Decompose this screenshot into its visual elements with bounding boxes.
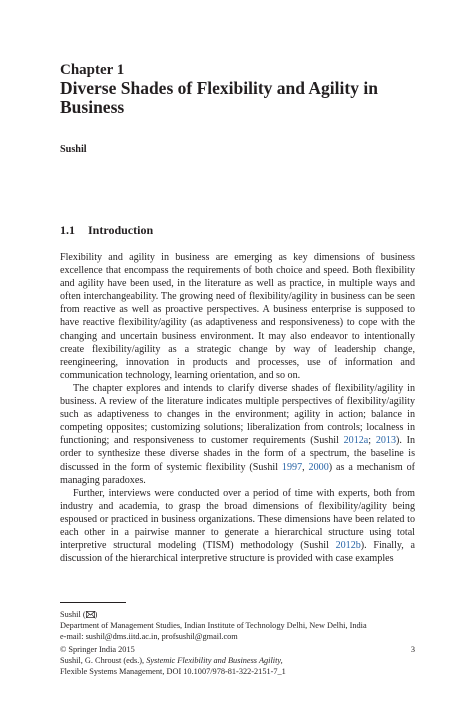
- section-heading: [60, 223, 153, 238]
- paragraph-text: Further, interviews were conducted over a period of time with experts, both from industry and academia, to grasp the broad dimensions of flexibility/agility being espoused or practiced in business organizations. These dimensions have been related to each other in a pairwise manner to generate a hierarchical structure using total interpretive structural modeling (TISM) methodology (Sushil: [60, 487, 415, 552]
- paragraph-text: The chapter explores and intends to clarify diverse shades of flexibility/agility in business. A review of the literature indicates multiple perspectives of flexibility/agility such as adaptiveness to changes in the environment; agility in action; balance in competing opposites; customizing solutions; liberalization from controls; localness in functioning; and responsiveness to customer requirements (Sushil: [60, 382, 415, 447]
- body-text: [60, 251, 415, 565]
- section-title: Introduction: [88, 223, 154, 237]
- citation-link[interactable]: 2012b: [335, 540, 361, 552]
- paragraph-text: ) as a mechanism of managing paradoxes.: [60, 461, 415, 486]
- section-number: 1.1: [60, 223, 75, 237]
- citation-link[interactable]: 2013: [375, 435, 396, 447]
- editors-line: Sushil, G. Chroust (eds.), Systemic Flexibility and Business Agility,: [60, 656, 283, 665]
- footnote-rule: [60, 602, 126, 603]
- footnote-email[interactable]: e-mail: sushil@dms.iitd.ac.in, profsushil@gmail.com: [60, 632, 238, 641]
- citation-link[interactable]: 1997: [281, 461, 303, 473]
- footnote-affiliation: Department of Management Studies, Indian Institute of Technology Delhi, New Delhi, India: [60, 621, 367, 630]
- paragraph: [60, 382, 415, 487]
- page-number: 3: [410, 645, 415, 654]
- chapter-title: Diverse Shades of Flexibility and Agility in Business: [60, 78, 378, 117]
- paragraph-text: ;: [368, 435, 376, 447]
- citation-link[interactable]: 2012a: [343, 435, 369, 447]
- paragraph-text: ). In order to synthesize these diverse shades in the form of a spectrum, the baseline is discussed in the form of systemic flexibility (Sushil: [60, 435, 416, 473]
- envelope-icon[interactable]: [86, 611, 95, 618]
- author-name: Sushil: [60, 144, 87, 155]
- book-title: Systemic Flexibility and Business Agility,: [146, 656, 283, 665]
- paragraph-text: Flexibility and agility in business are emerging as key dimensions of business excellence that encompass the requirements of both choice and speed. Both flexibility and agility have been used, in the literature as well as practice, in multiple ways and often interchangeability. The growing need of flexibility/agility in business can be seen from reactive as well as proactive perspectives. A business enterprise is supposed to have reactive flexibility/agility (as adaptiveness and responsiveness) to cope with the changing and uncertain business environment. It may also endeavor to intentionally create flexibility/agility as a strategic change by way of leadership change, reengineering, innovation in products and processes, use of information and communication technology, learning orientation, and so on.: [60, 252, 415, 381]
- citation-link[interactable]: 2000: [308, 461, 329, 473]
- paragraph: [60, 487, 415, 566]
- paragraph-text: ,: [302, 461, 309, 473]
- footnote-author-line: Sushil ( ): [60, 610, 98, 619]
- footnote: [60, 609, 415, 642]
- paragraph-text: ). Finally, a discussion of the hierarchical interpretive structure is provided with case examples: [60, 540, 415, 565]
- series-doi-line[interactable]: Flexible Systems Management, DOI 10.1007/978-81-322-2151-7_1: [60, 667, 286, 676]
- publication-info: [60, 644, 415, 677]
- chapter-number: Chapter 1: [60, 62, 125, 78]
- paragraph: [60, 251, 415, 382]
- copyright-line: © Springer India 2015 3: [60, 645, 415, 654]
